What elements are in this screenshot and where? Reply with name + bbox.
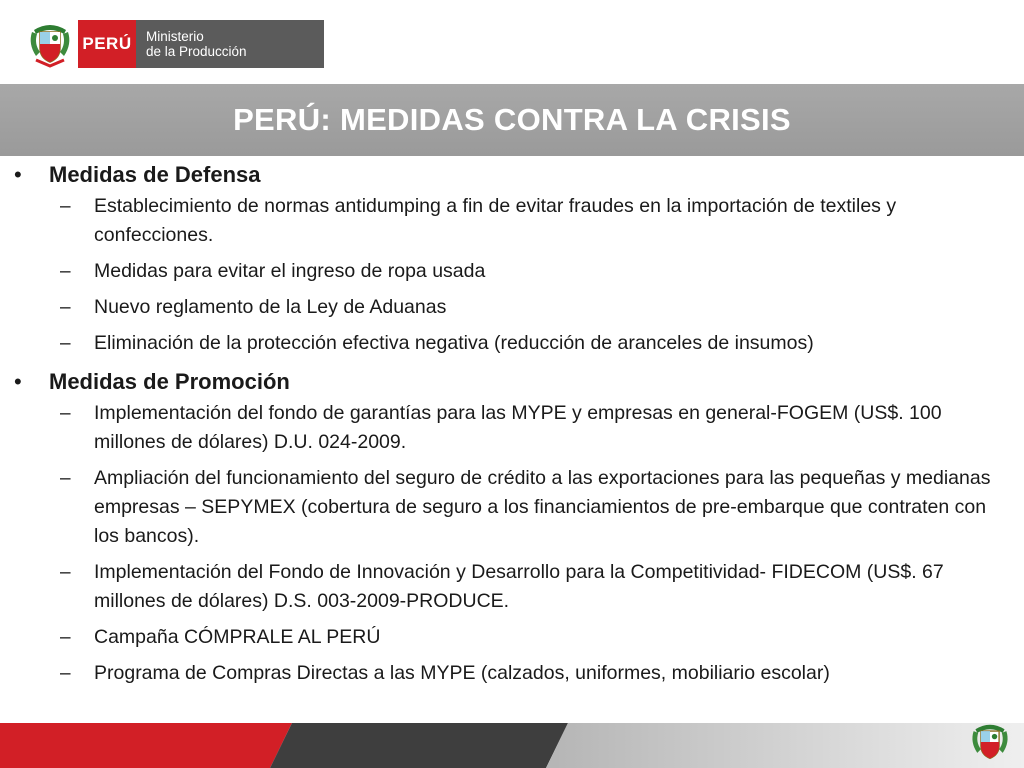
dash-marker: – <box>60 403 71 424</box>
list-item-text: Ampliación del funcionamiento del seguro de crédito a las exportaciones para las pequeñas y medianas empresas – SEPYMEX (cobertura de seguro a los financiamientos de pre-embarque que contraten con los bancos). <box>94 467 991 547</box>
dash-marker: – <box>60 196 71 217</box>
footer-dark-stripe <box>270 723 568 768</box>
list-item-text: Medidas para evitar el ingreso de ropa usada <box>94 260 486 282</box>
footer-red-stripe <box>0 723 292 768</box>
section-heading: Medidas de Defensa <box>49 162 261 187</box>
list-item <box>0 399 1024 457</box>
logo-country-block <box>78 20 136 68</box>
bullet-marker: • <box>14 162 22 187</box>
list-item-text: Nuevo reglamento de la Ley de Aduanas <box>94 296 447 318</box>
logo-ministry-block <box>136 20 324 68</box>
list-item-text: Programa de Compras Directas a las MYPE (calzados, uniformes, mobiliario escolar) <box>94 662 830 684</box>
dash-marker: – <box>60 627 71 648</box>
bullet-heading-row <box>0 365 1024 399</box>
list-item-text: Eliminación de la protección efectiva negativa (reducción de aranceles de insumos) <box>94 332 814 354</box>
title-bar <box>0 84 1024 156</box>
footer-stripes <box>0 723 1024 768</box>
list-item <box>0 623 1024 652</box>
dash-marker: – <box>60 333 71 354</box>
list-item <box>0 257 1024 286</box>
dash-marker: – <box>60 261 71 282</box>
slide-content <box>0 158 1024 695</box>
peru-coat-of-arms-icon <box>28 20 72 68</box>
list-item <box>0 464 1024 551</box>
bullet-marker: • <box>14 369 22 394</box>
dash-marker: – <box>60 663 71 684</box>
list-item <box>0 293 1024 322</box>
dash-marker: – <box>60 297 71 318</box>
list-item <box>0 329 1024 358</box>
list-item-text: Campaña CÓMPRALE AL PERÚ <box>94 626 381 648</box>
slide-title: PERÚ: MEDIDAS CONTRA LA CRISIS <box>233 102 791 137</box>
list-item <box>0 659 1024 688</box>
peru-coat-of-arms-icon <box>970 720 1010 764</box>
section-defensa <box>0 158 1024 358</box>
list-item-text: Establecimiento de normas antidumping a fin de evitar fraudes en la importación de textiles y confecciones. <box>94 195 897 246</box>
dash-marker: – <box>60 562 71 583</box>
footer-band <box>0 723 1024 768</box>
footer-light-stripe <box>546 723 1024 768</box>
section-heading: Medidas de Promoción <box>49 369 290 394</box>
section-promocion <box>0 365 1024 688</box>
dash-marker: – <box>60 468 71 489</box>
ministry-logo <box>28 20 324 68</box>
list-item <box>0 558 1024 616</box>
list-item <box>0 192 1024 250</box>
list-item-text: Implementación del Fondo de Innovación y Desarrollo para la Competitividad- FIDECOM (US$. 67 millones de dólares) D.S. 003-2009-PRODUCE. <box>94 561 944 612</box>
list-item-text: Implementación del fondo de garantías para las MYPE y empresas en general-FOGEM (US$. 100 millones de dólares) D.U. 024-2009. <box>94 402 942 453</box>
bullet-heading-row <box>0 158 1024 192</box>
logo-ministry-line2: de la Producción <box>146 44 247 59</box>
logo-ministry-line1: Ministerio <box>146 29 204 44</box>
logo-country-text: PERÚ <box>82 34 132 53</box>
